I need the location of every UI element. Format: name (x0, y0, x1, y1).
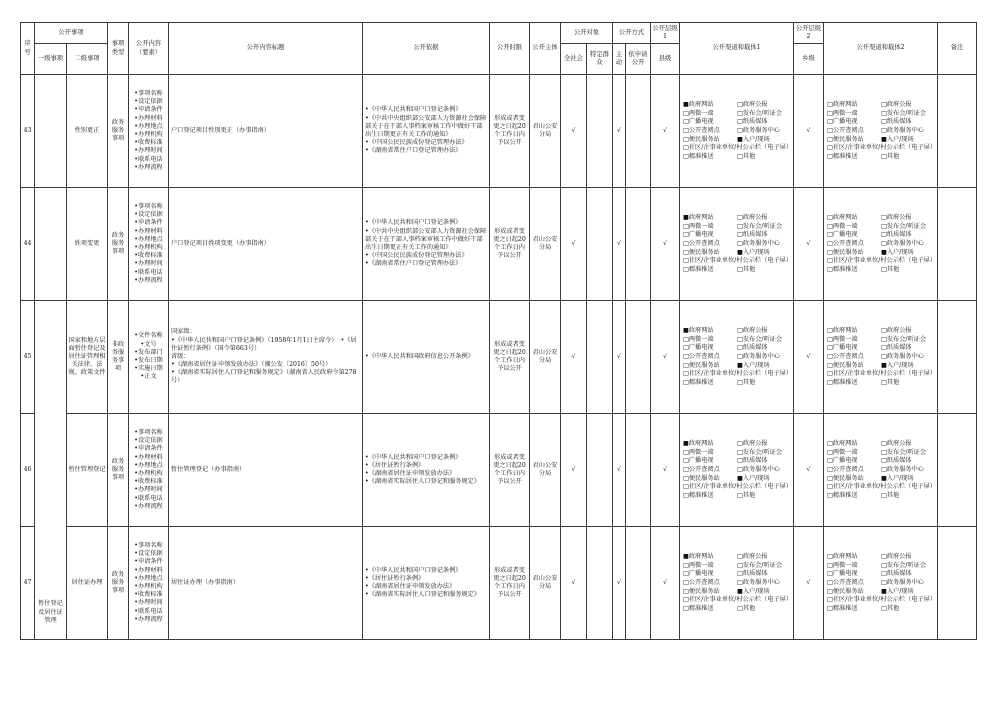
channel-option: □两微一端 (683, 335, 714, 343)
row-county: √ (651, 301, 680, 414)
channel-option: □社区/企事业单位/村公示栏（电子屏） (827, 370, 937, 378)
row-subject: 君山公安分局 (530, 414, 561, 527)
channel-option: □纸质媒体 (881, 570, 912, 578)
channel-option: □纸质媒体 (881, 344, 912, 352)
channel-option: □广播电视 (683, 570, 714, 578)
channel-option: □纸质媒体 (737, 231, 768, 239)
row-type: 非政务服务事项 (108, 301, 129, 414)
channel-option: □社区/企事业单位/村公示栏（电子屏） (683, 257, 793, 265)
col-specific: 特定群众 (587, 44, 613, 75)
channel-option: □政府公报 (881, 439, 912, 447)
channel-option: □发布会/听证会 (881, 335, 927, 343)
channel-option: □政府公报 (737, 100, 768, 108)
col-remarks: 备注 (938, 23, 977, 75)
row-all-society: √ (561, 188, 587, 301)
channel-option: □便民服务站 (827, 361, 864, 369)
row-content: •事项名称 •设定依据 •申请条件 •办理材料 •办理地点 •办理机构 •收费标准 •办理时间 •联系电话 •办理流程 (129, 414, 169, 527)
row-subject: 君山公安分局 (530, 527, 561, 640)
channel-option: ■入户/现场 (881, 361, 914, 369)
row-channels2 (824, 527, 938, 640)
row-basis: •《中华人民共和国户口登记条例》 •《居住证暂行条例》 •《湖南省居住证申领发放办法》 •《湖南省实际居住人口登记和服务规定》 (363, 414, 490, 527)
channel-option: □发布会/听证会 (737, 561, 783, 569)
row-remarks (938, 414, 977, 527)
channel-option: □便民服务站 (827, 248, 864, 256)
channel-option: □社区/企事业单位/村公示栏（电子屏） (683, 483, 793, 491)
row-active: √ (613, 75, 626, 188)
channel-option: □其他 (881, 604, 900, 612)
row-title: 户口登记项目性别更正（办事指南） (169, 75, 363, 188)
channel-option: □政府网站 (827, 552, 858, 560)
channel-option: ■政府网站 (683, 326, 714, 334)
row-township: √ (794, 414, 824, 527)
channel-option: □广播电视 (827, 118, 858, 126)
row-type: 政务服务事项 (108, 75, 129, 188)
channel-option: ■入户/现场 (737, 361, 770, 369)
channel-option: □发布会/听证会 (737, 109, 783, 117)
channel-option: □其他 (737, 491, 756, 499)
channel-option: □政府网站 (827, 213, 858, 221)
channel-option: ■入户/现场 (881, 474, 914, 482)
channel-option: □纸质媒体 (881, 457, 912, 465)
channel-option: □广播电视 (827, 344, 858, 352)
row-type: 政务服务事项 (108, 188, 129, 301)
channel-option: □公开查阅点 (827, 465, 864, 473)
row-time: 形成或者变更之日起20个工作日内予以公开 (490, 188, 530, 301)
channel-option: □精准推送 (827, 265, 858, 273)
row-subject: 君山公安分局 (530, 188, 561, 301)
channel-option: □精准推送 (683, 378, 714, 386)
channel-option: □社区/企事业单位/村公示栏（电子屏） (827, 257, 937, 265)
channel-option: □发布会/听证会 (881, 222, 927, 230)
channel-option: □发布会/听证会 (881, 109, 927, 117)
channel-option: □两微一端 (827, 448, 858, 456)
channel-option: □社区/企事业单位/村公示栏（电子屏） (827, 144, 937, 152)
channel-option: □发布会/听证会 (737, 222, 783, 230)
row-township: √ (794, 188, 824, 301)
row-seq: 45 (21, 301, 35, 414)
channel-option: □便民服务站 (683, 587, 720, 595)
row-on-request (626, 75, 651, 188)
row-level1 (35, 188, 67, 301)
disclosure-table (20, 22, 977, 640)
channel-option: □其他 (881, 152, 900, 160)
col-method-group: 公开方式 (613, 23, 651, 44)
channel-option: □其他 (881, 378, 900, 386)
channel-option: □政务服务中心 (881, 578, 924, 586)
col-type: 事项类型 (108, 23, 129, 75)
col-level-group-1: 公开层级1 (651, 23, 680, 44)
channel-option: □两微一端 (683, 448, 714, 456)
col-title: 公开内容标题 (169, 23, 363, 75)
channel-option: □纸质媒体 (737, 457, 768, 465)
channel-option: □政务服务中心 (881, 126, 924, 134)
col-channels1: 公开渠道和载体1 (680, 23, 794, 75)
col-channels2: 公开渠道和载体2 (824, 23, 938, 75)
table-row (21, 527, 977, 640)
row-type: 政务服务事项 (108, 414, 129, 527)
channel-option: □精准推送 (827, 378, 858, 386)
channel-option: □其他 (737, 152, 756, 160)
col-seq: 序号 (21, 23, 35, 75)
row-channels1 (680, 527, 794, 640)
channel-option: □便民服务站 (683, 248, 720, 256)
channel-option: □纸质媒体 (881, 118, 912, 126)
row-level1: 暂住登记及居住证管理 (35, 301, 67, 640)
channel-option: □精准推送 (827, 604, 858, 612)
col-county: 县级 (651, 44, 680, 75)
table-row (21, 188, 977, 301)
col-level-group-2: 公开层级2 (794, 23, 824, 44)
channel-option: □发布会/听证会 (881, 448, 927, 456)
channel-option: ■入户/现场 (737, 587, 770, 595)
channel-option: □广播电视 (827, 457, 858, 465)
table-row (21, 75, 977, 188)
channel-option: □纸质媒体 (737, 344, 768, 352)
channel-option: □便民服务站 (683, 361, 720, 369)
row-content: •事项名称 •设定依据 •申请条件 •办理材料 •办理地点 •办理机构 •收费标准 •办理时间 •联系电话 •办理流程 (129, 188, 169, 301)
channel-option: □公开查阅点 (827, 126, 864, 134)
row-channels2 (824, 188, 938, 301)
row-basis: •《中华人民共和国户口登记条例》 •《居住证暂行条例》 •《湖南省居住证申领发放办法》 •《湖南省实际居住人口登记和服务规定》 (363, 527, 490, 640)
row-level2: 姓项变更 (67, 188, 108, 301)
channel-option: □两微一端 (683, 561, 714, 569)
col-active: 主动 (613, 44, 626, 75)
row-title: 国家级： •《中华人民共和国户口登记条例》（1958年1月1日主席令） •《居住证暂行条例》（国令第663号） 省级： •《湖南省居住证申领发放办法》（湘公发〔2016〕50号） •《湖南省实际居住人口登记和服务规定》（湖南省人民政府令第278号） (169, 301, 363, 414)
channel-option: □两微一端 (827, 561, 858, 569)
channel-option: □纸质媒体 (737, 570, 768, 578)
row-level2: 暂住管理登记 (67, 414, 108, 527)
row-content: •事项名称 •设定依据 •申请条件 •办理材料 •办理地点 •办理机构 •收费标准 •办理时间 •联系电话 •办理流程 (129, 75, 169, 188)
channel-option: □其他 (737, 265, 756, 273)
row-on-request (626, 188, 651, 301)
channel-option: □广播电视 (683, 231, 714, 239)
channel-option: □政务服务中心 (881, 465, 924, 473)
col-township: 乡级 (794, 44, 824, 75)
channel-option: □发布会/听证会 (737, 448, 783, 456)
row-on-request (626, 414, 651, 527)
channel-option: □公开查阅点 (683, 352, 720, 360)
row-channels2 (824, 414, 938, 527)
channel-option: □公开查阅点 (827, 352, 864, 360)
channel-option: □政府公报 (881, 100, 912, 108)
channel-option: □纸质媒体 (881, 231, 912, 239)
row-title: 户口登记项目姓项变更（办事指南） (169, 188, 363, 301)
row-seq: 43 (21, 75, 35, 188)
channel-option: □政府公报 (737, 326, 768, 334)
channel-option: □广播电视 (827, 570, 858, 578)
row-level1 (35, 75, 67, 188)
channel-option: □社区/企事业单位/村公示栏（电子屏） (683, 370, 793, 378)
channel-option: □政务服务中心 (737, 239, 780, 247)
channel-option: □两微一端 (827, 335, 858, 343)
channel-option: □精准推送 (683, 604, 714, 612)
channel-option: □两微一端 (683, 109, 714, 117)
channel-option: □其他 (737, 378, 756, 386)
channel-option: □社区/企事业单位/村公示栏（电子屏） (683, 144, 793, 152)
row-active: √ (613, 527, 626, 640)
channel-option: □政府公报 (737, 552, 768, 560)
row-active: √ (613, 188, 626, 301)
col-all-society: 全社会 (561, 44, 587, 75)
row-specific (587, 75, 613, 188)
channel-option: □社区/企事业单位/村公示栏（电子屏） (827, 483, 937, 491)
table-row (21, 414, 977, 527)
channel-option: □两微一端 (827, 109, 858, 117)
channel-option: ■政府网站 (683, 552, 714, 560)
channel-option: □社区/企事业单位/村公示栏（电子屏） (827, 596, 937, 604)
channel-option: □政府公报 (881, 552, 912, 560)
row-time: 形成或者变更之日起20个工作日内予以公开 (490, 75, 530, 188)
row-township: √ (794, 527, 824, 640)
row-level2: 居住证办理 (67, 527, 108, 640)
col-subject: 公开主体 (530, 23, 561, 75)
channel-option: □发布会/听证会 (881, 561, 927, 569)
row-title: 暂住管理登记（办事指南） (169, 414, 363, 527)
row-channels2 (824, 75, 938, 188)
channel-option: □其他 (881, 265, 900, 273)
row-content: •文件名称 •文号 •发布部门 •发布日期 •实施日期 •正文 (129, 301, 169, 414)
col-level2: 二级事项 (67, 44, 108, 75)
col-on-request: 依申请公开 (626, 44, 651, 75)
row-specific (587, 527, 613, 640)
channel-option: □精准推送 (683, 265, 714, 273)
channel-option: □广播电视 (827, 231, 858, 239)
row-all-society: √ (561, 75, 587, 188)
channel-option: ■入户/现场 (881, 587, 914, 595)
channel-option: □政府网站 (827, 439, 858, 447)
channel-option: □其他 (737, 604, 756, 612)
row-channels1 (680, 75, 794, 188)
row-township: √ (794, 75, 824, 188)
channel-option: □精准推送 (827, 152, 858, 160)
row-county: √ (651, 188, 680, 301)
row-all-society: √ (561, 301, 587, 414)
row-township: √ (794, 301, 824, 414)
row-on-request (626, 527, 651, 640)
channel-option: □公开查阅点 (683, 465, 720, 473)
col-basis: 公开依据 (363, 23, 490, 75)
channel-option: □政府网站 (827, 326, 858, 334)
channel-option: □两微一端 (827, 222, 858, 230)
row-remarks (938, 75, 977, 188)
channel-option: □政务服务中心 (737, 465, 780, 473)
channel-option: □精准推送 (683, 491, 714, 499)
channel-option: ■入户/现场 (881, 248, 914, 256)
channel-option: ■入户/现场 (737, 135, 770, 143)
channel-option: □公开查阅点 (827, 578, 864, 586)
row-on-request (626, 301, 651, 414)
col-target-group: 公开对象 (561, 23, 613, 44)
channel-option: □政务服务中心 (737, 352, 780, 360)
channel-option: ■政府网站 (683, 213, 714, 221)
row-remarks (938, 527, 977, 640)
row-channels1 (680, 414, 794, 527)
row-level2: 国家和地方层面暂住登记及居住证管理相关法律、法规、政策文件 (67, 301, 108, 414)
header-row-1 (21, 23, 977, 44)
row-basis: •《中华人民共和国户口登记条例》 •《中共中央组织部公安部人力资源社会保障部关于在干部人事档案审核工作中做好干部出生日期更正有关工作的通知》 •《中国公民民族成份登记管理办法》 •《湖南省常住户口登记管理办法》 (363, 75, 490, 188)
channel-option: □政府网站 (827, 100, 858, 108)
channel-option: □便民服务站 (827, 474, 864, 482)
row-seq: 44 (21, 188, 35, 301)
channel-option: □政府公报 (737, 213, 768, 221)
channel-option: □广播电视 (683, 344, 714, 352)
row-active: √ (613, 301, 626, 414)
channel-option: □其他 (881, 491, 900, 499)
channel-option: □政府公报 (737, 439, 768, 447)
channel-option: □广播电视 (683, 118, 714, 126)
channel-option: □政府公报 (881, 213, 912, 221)
channel-option: □精准推送 (683, 152, 714, 160)
row-county: √ (651, 75, 680, 188)
row-subject: 君山公安分局 (530, 301, 561, 414)
row-remarks (938, 188, 977, 301)
col-content: 公开内容（要素） (129, 23, 169, 75)
channel-option: □便民服务站 (827, 587, 864, 595)
col-level1: 一级事项 (35, 44, 67, 75)
row-basis: •《中华人民共和国户口登记条例》 •《中共中央组织部公安部人力资源社会保障部关于在干部人事档案审核工作中做好干部出生日期更正有关工作的通知》 •《中国公民民族成份登记管理办法》 •《湖南省常住户口登记管理办法》 (363, 188, 490, 301)
row-all-society: √ (561, 527, 587, 640)
row-remarks (938, 301, 977, 414)
row-channels2 (824, 301, 938, 414)
row-subject: 君山公安分局 (530, 75, 561, 188)
row-seq: 47 (21, 527, 35, 640)
row-active: √ (613, 414, 626, 527)
row-seq: 46 (21, 414, 35, 527)
channel-option: □便民服务站 (683, 474, 720, 482)
channel-option: □公开查阅点 (683, 126, 720, 134)
table-row (21, 301, 977, 414)
row-title: 居住证办理（办事指南） (169, 527, 363, 640)
channel-option: □政务服务中心 (881, 352, 924, 360)
channel-option: □公开查阅点 (683, 578, 720, 586)
channel-option: □广播电视 (683, 457, 714, 465)
channel-option: □公开查阅点 (683, 239, 720, 247)
row-county: √ (651, 414, 680, 527)
row-level2: 性别更正 (67, 75, 108, 188)
row-specific (587, 414, 613, 527)
row-type: 政务服务事项 (108, 527, 129, 640)
row-specific (587, 188, 613, 301)
channel-option: □政务服务中心 (881, 239, 924, 247)
channel-option: □便民服务站 (683, 135, 720, 143)
channel-option: ■入户/现场 (737, 248, 770, 256)
row-time: 形成或者变更之日起20个工作日内予以公开 (490, 527, 530, 640)
channel-option: ■入户/现场 (881, 135, 914, 143)
channel-option: □政务服务中心 (737, 126, 780, 134)
channel-option: □发布会/听证会 (737, 335, 783, 343)
row-county: √ (651, 527, 680, 640)
row-time: 形成或者变更之日起20个工作日内予以公开 (490, 414, 530, 527)
channel-option: □精准推送 (827, 491, 858, 499)
channel-option: ■政府网站 (683, 100, 714, 108)
channel-option: ■政府网站 (683, 439, 714, 447)
channel-option: □政府公报 (881, 326, 912, 334)
row-content: •事项名称 •设定依据 •申请条件 •办理材料 •办理地点 •办理机构 •收费标准 •办理时间 •联系电话 •办理流程 (129, 527, 169, 640)
row-time: 形成或者变更之日起20个工作日内予以公开 (490, 301, 530, 414)
channel-option: ■入户/现场 (737, 474, 770, 482)
channel-option: □两微一端 (683, 222, 714, 230)
channel-option: □公开查阅点 (827, 239, 864, 247)
channel-option: □政务服务中心 (737, 578, 780, 586)
row-all-society: √ (561, 414, 587, 527)
col-time: 公开时限 (490, 23, 530, 75)
row-channels1 (680, 301, 794, 414)
channel-option: □便民服务站 (827, 135, 864, 143)
row-channels1 (680, 188, 794, 301)
row-specific (587, 301, 613, 414)
channel-option: □社区/企事业单位/村公示栏（电子屏） (683, 596, 793, 604)
col-item-group: 公开事项 (35, 23, 108, 44)
row-basis: •《中华人民共和国政府信息公开条例》 (363, 301, 490, 414)
channel-option: □纸质媒体 (737, 118, 768, 126)
